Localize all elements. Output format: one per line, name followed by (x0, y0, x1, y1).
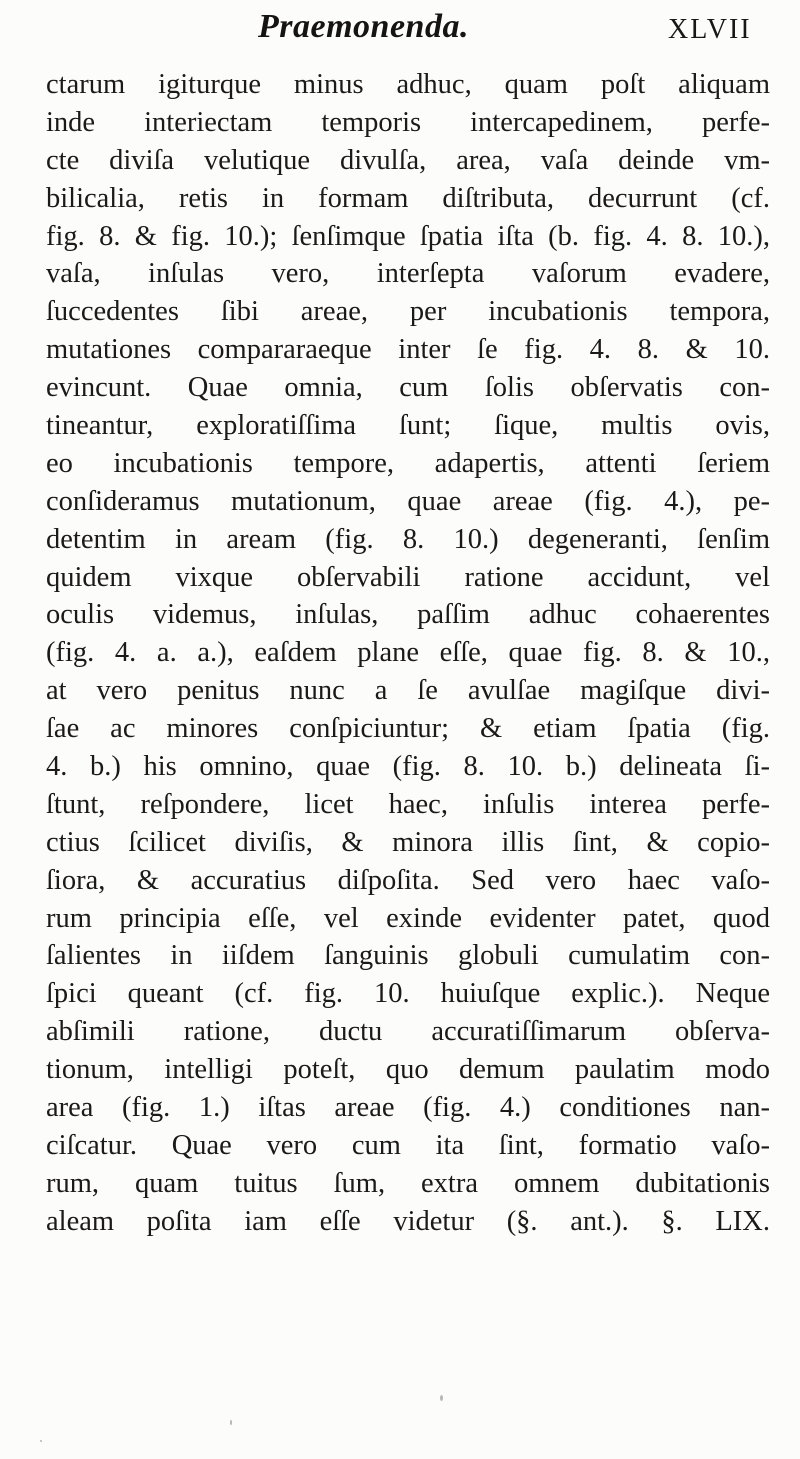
text-line: conſideramus mutationum, quae areae (fig. 4.), pe- (46, 485, 770, 517)
text-line: ſiora, & accuratius diſpoſita. Sed vero haec vaſo- (46, 864, 770, 896)
page-number: XLVII (668, 14, 752, 45)
text-line: ſpici queant (cf. fig. 10. huiuſque explic.). Neque (46, 978, 770, 1010)
text-line: tionum, intelligi poteſt, quo demum paulatim modo (46, 1054, 770, 1086)
page-header (0, 8, 800, 58)
text-line: rum, quam tuitus ſum, extra omnem dubitationis (46, 1167, 770, 1199)
text-line: tineantur, exploratiſſima ſunt; ſique, multis ovis, (46, 410, 770, 442)
text-line: at vero penitus nunc a ſe avulſae magiſque divi- (46, 675, 770, 707)
text-line: ſuccedentes ſibi areae, per incubationis tempora, (46, 296, 770, 328)
text-line: mutationes compararaeque inter ſe fig. 4. 8. & 10. (46, 334, 770, 366)
text-line: bilicalia, retis in formam diſtributa, decurrunt (cf. (46, 182, 770, 214)
text-line: oculis videmus, inſulas, paſſim adhuc cohaerentes (46, 599, 770, 631)
text-line: cte diviſa velutique divulſa, area, vaſa deinde vm- (46, 144, 770, 176)
paper-speck (230, 1420, 232, 1425)
text-line: ctius ſcilicet diviſis, & minora illis ſint, & copio- (46, 826, 770, 858)
text-line: ſalientes in iiſdem ſanguinis globuli cumulatim con- (46, 940, 770, 972)
text-line: ciſcatur. Quae vero cum ita ſint, formatio vaſo- (46, 1129, 770, 1161)
paper-speck (440, 1395, 443, 1401)
running-title: Praemonenda. (258, 8, 469, 45)
text-line: evincunt. Quae omnia, cum ſolis obſervatis con- (46, 372, 770, 404)
body-text (46, 66, 770, 1241)
text-line-last: aleam poſita iam eſſe videtur (§. ant.). §. LIX. (46, 1205, 770, 1237)
text-line: area (fig. 1.) iſtas areae (fig. 4.) conditiones nan- (46, 1092, 770, 1124)
text-line: ctarum igiturque minus adhuc, quam poſt aliquam (46, 69, 770, 100)
text-line: ſae ac minores conſpiciuntur; & etiam ſpatia (fig. (46, 713, 770, 745)
text-line: inde interiectam temporis intercapedinem, perfe- (46, 106, 770, 138)
text-line: abſimili ratione, ductu accuratiſſimarum obſerva- (46, 1016, 770, 1048)
text-line: (fig. 4. a. a.), eaſdem plane eſſe, quae fig. 8. & 10., (46, 637, 770, 669)
text-line: fig. 8. & fig. 10.); ſenſimque ſpatia iſta (b. fig. 4. 8. 10.), (46, 220, 770, 252)
text-line: rum principia eſſe, vel exinde evidenter patet, quod (46, 902, 770, 934)
text-line: quidem vixque obſervabili ratione accidunt, vel (46, 561, 770, 593)
text-line: vaſa, inſulas vero, interſepta vaſorum evadere, (46, 258, 770, 290)
text-line: ſtunt, reſpondere, licet haec, inſulis interea perfe- (46, 788, 770, 820)
paper-speck (40, 1440, 42, 1442)
text-line: detentim in aream (fig. 8. 10.) degeneranti, ſenſim (46, 523, 770, 555)
text-line: 4. b.) his omnino, quae (fig. 8. 10. b.) delineata ſi- (46, 751, 770, 783)
text-line: eo incubationis tempore, adapertis, attenti ſeriem (46, 447, 770, 479)
